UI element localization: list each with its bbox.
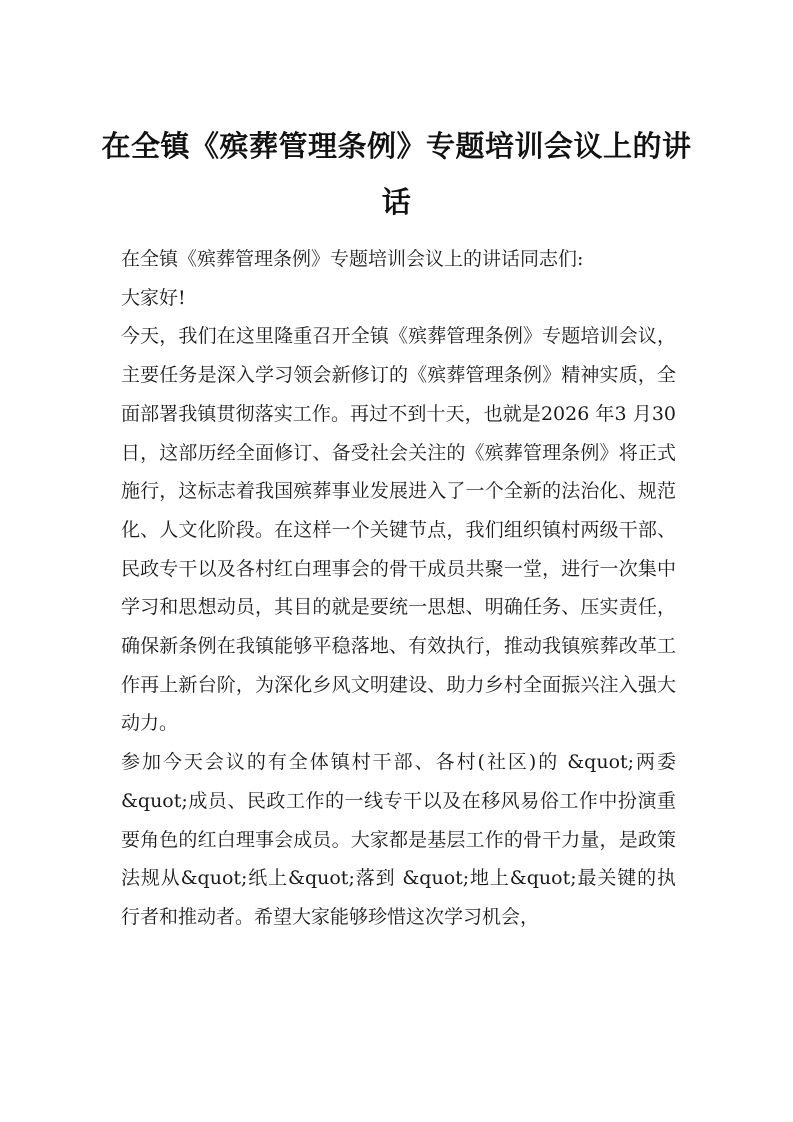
paragraph-heading-line: 在全镇《殡葬管理条例》专题培训会议上的讲话同志们:	[121, 248, 584, 270]
paragraph-intro: 今天，我们在这里隆重召开全镇《殡葬管理条例》专题培训会议，主要任务是深入学习领会新修订的《殡葬管理条例》精神实质，全面部署我镇贯彻落实工作。再过不到十天，也就是2026 年3 月30 日，这部历经全面修订、备受社会关注的《殡葬管理条例》将正式施行，这标志着我国殡葬事业发展进入了一个全新的法治化、规范化、人文化阶段。在这样一个关键节点，我们组织镇村两级干部、民政专干以及各村红白理事会的骨干成员共聚一堂，进行一次集中学习和思想动员，其目的就是要统一思想、明确任务、压实责任，确保新条例在我镇能够平稳落地、有效执行，推动我镇殡葬改革工作再上新台阶，为深化乡风文明建设、助力乡村全面振兴注入强大动力。	[121, 325, 676, 735]
paragraph-attendees: 参加今天会议的有全体镇村干部、各村(社区)的 &quot;两委&quot;成员、民政工作的一线专干以及在移风易俗工作中扮演重要角色的红白理事会成员。大家都是基层工作的骨干力量，是政策法规从&quot;纸上&quot;落到 &quot;地上&quot;最关键的执行者和推动者。希望大家能够珍惜这次学习机会，	[121, 751, 676, 928]
document-body	[121, 240, 676, 937]
document-title: 在全镇《殡葬管理条例》专题培训会议上的讲话	[101, 129, 692, 219]
paragraph-greeting: 大家好!	[121, 286, 186, 309]
